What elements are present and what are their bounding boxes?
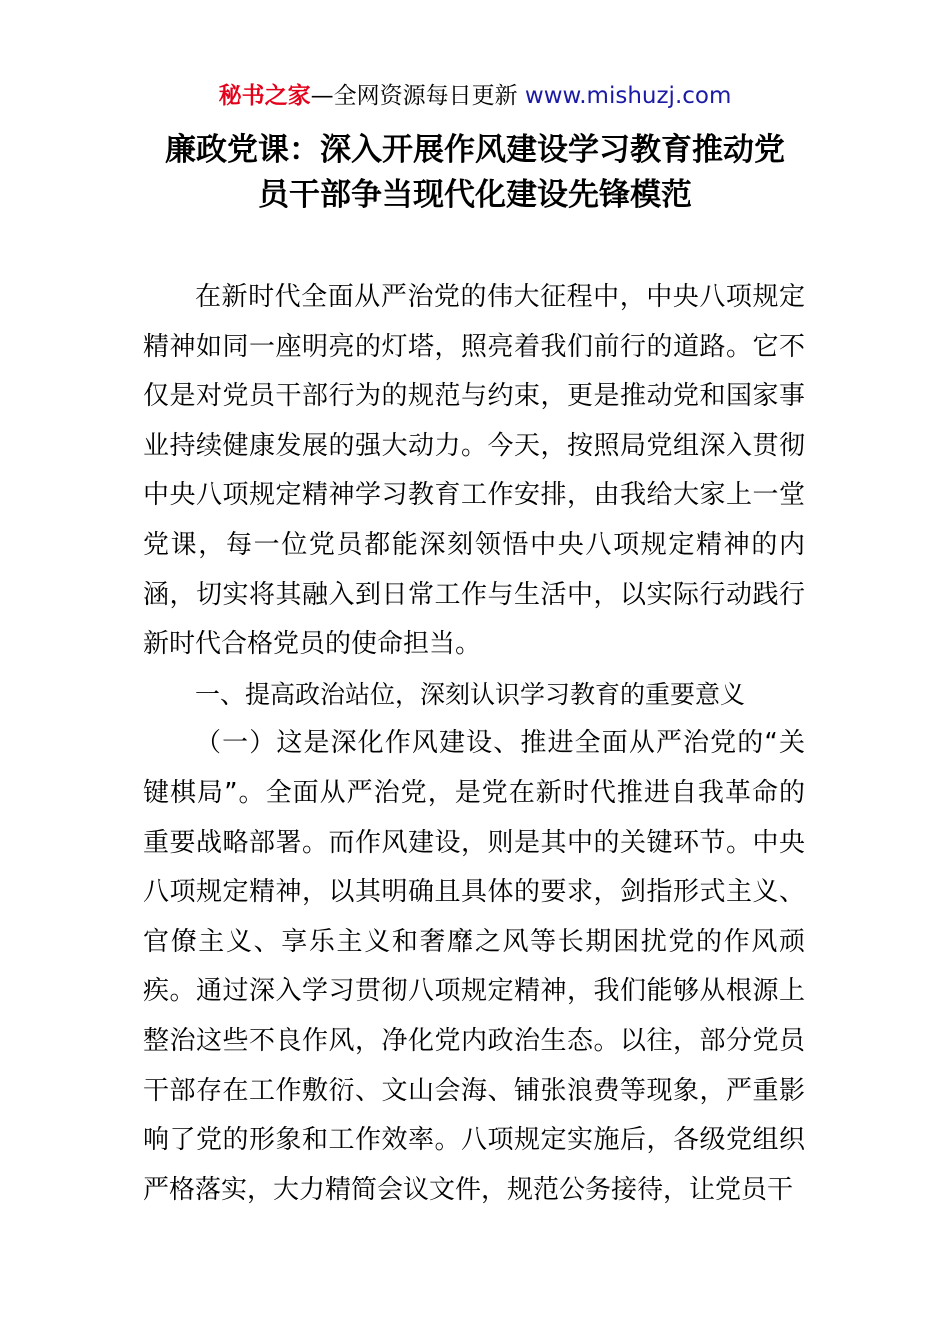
paragraph-intro: 在新时代全面从严治党的伟大征程中，中央八项规定精神如同一座明亮的灯塔，照亮着我们前行的道路。它不仅是对党员干部行为的规范与约束，更是推动党和国家事业持续健康发展的强大动力。今天，按照局党组深入贯彻中央八项规定精神学习教育工作安排，由我给大家上一堂党课，每一位党员都能深刻领悟中央八项规定精神的内涵，切实将其融入到日常工作与生活中，以实际行动践行新时代合格党员的使命担当。 [143, 282, 805, 660]
document-title-line-1: 廉政党课：深入开展作风建设学习教育推动党 [165, 132, 785, 168]
section-heading-1: 一、提高政治站位，深刻认识学习教育的重要意义 [195, 679, 746, 709]
site-url-link[interactable]: www.mishuzj.com [524, 83, 732, 109]
document-title [120, 128, 830, 218]
site-name: 秘书之家 [218, 83, 311, 109]
document-body [143, 273, 805, 1215]
paragraph-section-1-1: （一）这是深化作风建设、推进全面从严治党的“关键棋局”。全面从严治党，是党在新时代推进自我革命的重要战略部署。而作风建设，则是其中的关键环节。中央八项规定精神，以其明确且具体的要求，剑指形式主义、官僚主义、享乐主义和奢靡之风等长期困扰党的作风顽疾。通过深入学习贯彻八项规定精神，我们能够从根源上整治这些不良作风，净化党内政治生态。以往，部分党员干部存在工作敷衍、文山会海、铺张浪费等现象，严重影响了党的形象和工作效率。八项规定实施后，各级党组织严格落实，大力精简会议文件，规范公务接待，让党员干 [143, 728, 805, 1205]
site-tagline: —全网资源每日更新 [310, 83, 525, 109]
document-title-line-2: 员干部争当现代化建设先锋模范 [258, 177, 692, 213]
site-header [0, 80, 950, 112]
